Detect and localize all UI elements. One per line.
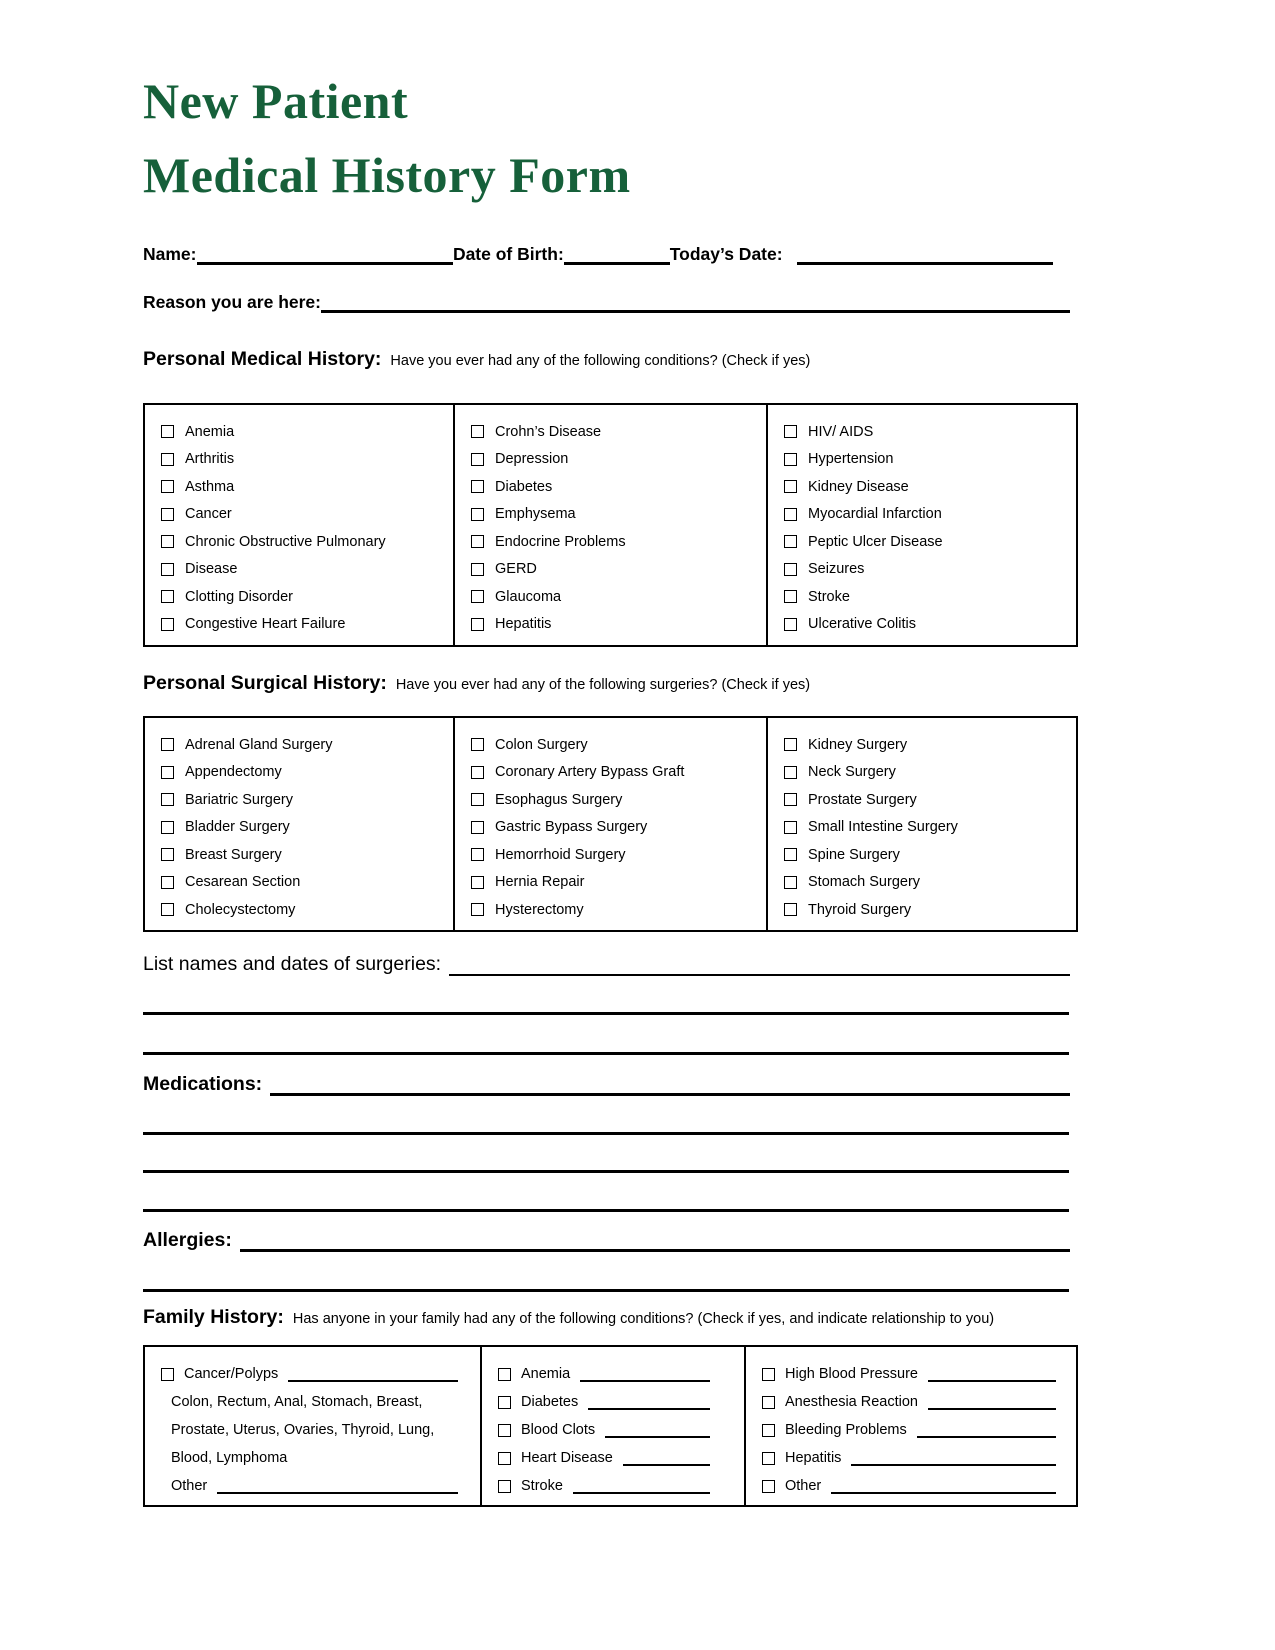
medications-input-line-3[interactable] [143,1170,1069,1173]
family-high-blood-pressure-fill-line[interactable] [928,1370,1056,1382]
medications-input-line-2[interactable] [143,1132,1069,1135]
surgery-label: Hysterectomy [495,901,584,918]
glaucoma-checkbox[interactable] [471,590,484,603]
checkbox-item [784,869,1076,897]
checkbox-item [161,501,453,529]
allergies-row [143,1228,1078,1252]
surgery-label: Kidney Surgery [808,736,908,753]
form-title [143,64,1078,212]
medications-input-line-4[interactable] [143,1209,1069,1212]
checkbox-item [161,731,453,759]
condition-label: Endocrine Problems [495,533,626,550]
checkbox-item [784,786,1076,814]
checkbox-item [498,1416,710,1444]
checkbox-item [784,896,1076,924]
crohns-disease-checkbox[interactable] [471,425,484,438]
condition-label: Hypertension [808,451,894,468]
other-row [161,1472,458,1500]
checkbox-item [784,446,1076,474]
surgery-label: Bariatric Surgery [185,791,293,808]
family-other-label: Other [171,1478,208,1494]
checkbox-item [161,473,453,501]
family-other3-fill-line[interactable] [831,1482,1056,1494]
surgery-label: Spine Surgery [808,846,900,863]
condition-label: Glaucoma [495,588,562,605]
peptic-ulcer-disease-checkbox[interactable] [784,535,797,548]
family-history-column-3 [744,1347,1076,1505]
family-history-column-2 [480,1347,744,1505]
family-condition-label: High Blood Pressure [785,1366,918,1382]
medications-label: Medications: [143,1073,263,1095]
surgery-label: Thyroid Surgery [808,901,912,918]
cancer-types-line-3: Blood, Lymphoma [171,1450,288,1466]
checkbox-item [161,896,453,924]
family-cancer-polyps-checkbox[interactable] [161,1368,174,1381]
cancer-types-line-2: Prostate, Uterus, Ovaries, Thyroid, Lung, [171,1422,435,1438]
myocardial-infarction-checkbox[interactable] [784,508,797,521]
surgery-label: Coronary Artery Bypass Graft [495,764,685,781]
condition-label: Myocardial Infarction [808,506,942,523]
checkbox-item [498,1388,710,1416]
surgeries-input-line-2[interactable] [143,1012,1069,1015]
family-stroke-checkbox[interactable] [498,1480,511,1493]
medications-input-line-1[interactable] [270,1082,1070,1096]
checkbox-item [784,473,1076,501]
family-bleeding-problems-checkbox[interactable] [762,1424,775,1437]
medical-conditions-column-3 [766,405,1076,645]
checkbox-item [471,786,766,814]
fh-heading-label: Family History: [143,1306,284,1328]
family-anesthesia-reaction-fill-line[interactable] [928,1398,1056,1410]
checkbox-item [762,1444,1056,1472]
cabg-checkbox[interactable] [471,766,484,779]
checkbox-item [471,896,766,924]
diabetes-checkbox[interactable] [471,480,484,493]
hiv-aids-checkbox[interactable] [784,425,797,438]
checkbox-item [471,759,766,787]
family-hepatitis-checkbox[interactable] [762,1452,775,1465]
cesarean-section-checkbox[interactable] [161,876,174,889]
family-anemia-checkbox[interactable] [498,1368,511,1381]
checkbox-item [784,814,1076,842]
checkbox-item [161,759,453,787]
family-anesthesia-reaction-checkbox[interactable] [762,1396,775,1409]
pmh-heading-label: Personal Medical History: [143,348,382,370]
prostate-surgery-checkbox[interactable] [784,793,797,806]
family-heart-disease-fill-line[interactable] [623,1454,710,1466]
condition-label: Hepatitis [495,616,552,633]
arthritis-checkbox[interactable] [161,453,174,466]
surgeries-list-label: List names and dates of surgeries: [143,953,442,975]
condition-label: Clotting Disorder [185,588,293,605]
condition-label: Emphysema [495,506,576,523]
small-intestine-surgery-checkbox[interactable] [784,821,797,834]
hysterectomy-checkbox[interactable] [471,903,484,916]
reason-input-line[interactable] [321,299,1070,313]
surgery-label: Gastric Bypass Surgery [495,819,648,836]
surgery-label: Cesarean Section [185,874,301,891]
family-condition-label: Cancer/Polyps [184,1366,279,1382]
family-condition-label: Anemia [521,1366,571,1382]
checkbox-item [161,556,453,584]
checkbox-item [161,1360,458,1388]
condition-label: HIV/ AIDS [808,423,874,440]
checkbox-item [784,611,1076,639]
condition-label: Arthritis [185,451,235,468]
family-heart-disease-checkbox[interactable] [498,1452,511,1465]
checkbox-item [161,611,453,639]
condition-label: Cancer [185,506,232,523]
neck-surgery-checkbox[interactable] [784,766,797,779]
checkbox-item [161,528,453,556]
reason-row [143,291,1078,313]
family-condition-label: Stroke [521,1478,563,1494]
pmh-prompt: Have you ever had any of the following conditions? (Check if yes) [390,353,811,369]
checkbox-item [471,841,766,869]
surgeries-input-line-3[interactable] [143,1052,1069,1055]
family-cancer-polyps-fill-line[interactable] [288,1370,458,1382]
condition-label: Anemia [185,423,235,440]
allergies-input-line-2[interactable] [143,1289,1069,1292]
family-condition-label: Blood Clots [521,1422,596,1438]
kidney-disease-checkbox[interactable] [784,480,797,493]
family-history-table [143,1345,1078,1507]
hypertension-checkbox[interactable] [784,453,797,466]
checkbox-item [498,1472,710,1500]
condition-label: Crohn’s Disease [495,423,602,440]
anemia-checkbox[interactable] [161,425,174,438]
family-condition-label: Diabetes [521,1394,579,1410]
surgery-label: Cholecystectomy [185,901,296,918]
family-other-checkbox[interactable] [762,1480,775,1493]
surgery-label: Breast Surgery [185,846,282,863]
family-condition-label: Other [785,1478,822,1494]
family-bleeding-problems-fill-line[interactable] [917,1426,1056,1438]
bariatric-surgery-checkbox[interactable] [161,793,174,806]
spine-surgery-checkbox[interactable] [784,848,797,861]
checkbox-item [762,1472,1056,1500]
condition-label: Stroke [808,588,850,605]
personal-surgical-history-heading [143,672,1078,695]
depression-checkbox[interactable] [471,453,484,466]
surgery-label: Small Intestine Surgery [808,819,958,836]
family-blood-clots-fill-line[interactable] [605,1426,710,1438]
kidney-surgery-checkbox[interactable] [784,738,797,751]
surgery-label: Prostate Surgery [808,791,917,808]
checkbox-item [471,446,766,474]
seizures-checkbox[interactable] [784,563,797,576]
todays-date-label: Today’s Date: [669,244,783,264]
condition-label: Seizures [808,561,865,578]
checkbox-item [161,418,453,446]
disease-checkbox[interactable] [161,563,174,576]
checkbox-item [784,731,1076,759]
checkbox-item [784,418,1076,446]
emphysema-checkbox[interactable] [471,508,484,521]
checkbox-item [762,1416,1056,1444]
adrenal-gland-surgery-checkbox[interactable] [161,738,174,751]
bladder-surgery-checkbox[interactable] [161,821,174,834]
personal-medical-history-heading [143,348,1078,371]
gerd-checkbox[interactable] [471,563,484,576]
family-blood-clots-checkbox[interactable] [498,1424,511,1437]
esophagus-surgery-checkbox[interactable] [471,793,484,806]
endocrine-problems-checkbox[interactable] [471,535,484,548]
family-other-fill-line[interactable] [217,1482,458,1494]
hepatitis-checkbox[interactable] [471,618,484,631]
checkbox-item [784,759,1076,787]
cholecystectomy-checkbox[interactable] [161,903,174,916]
surgery-label: Appendectomy [185,764,282,781]
checkbox-item [762,1360,1056,1388]
family-history-heading [143,1306,1078,1329]
surgical-history-column-2 [453,718,766,930]
checkbox-item [498,1360,710,1388]
gastric-bypass-surgery-checkbox[interactable] [471,821,484,834]
surgical-history-column-1 [145,718,453,930]
checkbox-item [161,814,453,842]
stomach-surgery-checkbox[interactable] [784,876,797,889]
condition-label: Ulcerative Colitis [808,616,916,633]
checkbox-item [471,611,766,639]
dob-input-line[interactable] [564,251,670,265]
checkbox-item [471,556,766,584]
fh-prompt: Has anyone in your family had any of the following conditions? (Check if yes, and indicate relationship to you) [292,1311,995,1327]
surgeries-list-row [143,952,1078,976]
surgical-history-table [143,716,1078,932]
family-condition-label: Anesthesia Reaction [785,1394,918,1410]
copd-checkbox[interactable] [161,535,174,548]
checkbox-item [471,528,766,556]
appendectomy-checkbox[interactable] [161,766,174,779]
surgery-label: Adrenal Gland Surgery [185,736,333,753]
surgery-label: Stomach Surgery [808,874,921,891]
checkbox-item [161,841,453,869]
thyroid-surgery-checkbox[interactable] [784,903,797,916]
medical-conditions-table [143,403,1078,647]
checkbox-item [471,731,766,759]
family-condition-label: Hepatitis [785,1450,842,1466]
condition-label: Peptic Ulcer Disease [808,533,943,550]
condition-label: GERD [495,561,537,578]
todays-date-input-line[interactable] [797,251,1053,265]
surgery-label: Colon Surgery [495,736,588,753]
checkbox-item [471,814,766,842]
checkbox-item [471,501,766,529]
surgical-history-column-3 [766,718,1076,930]
cancer-checkbox[interactable] [161,508,174,521]
family-high-blood-pressure-checkbox[interactable] [762,1368,775,1381]
checkbox-item [471,473,766,501]
medical-conditions-column-1 [145,405,453,645]
ulcerative-colitis-checkbox[interactable] [784,618,797,631]
surgery-label: Hernia Repair [495,874,585,891]
checkbox-item [784,841,1076,869]
checkbox-item [161,869,453,897]
family-anemia-fill-line[interactable] [580,1370,710,1382]
surgery-label: Neck Surgery [808,764,896,781]
condition-label: Asthma [185,478,235,495]
condition-label: Kidney Disease [808,478,909,495]
condition-label: Diabetes [495,478,553,495]
checkbox-item [784,583,1076,611]
condition-label: Disease [185,561,238,578]
psh-prompt: Have you ever had any of the following surgeries? (Check if yes) [395,677,811,693]
medical-conditions-column-2 [453,405,766,645]
surgeries-input-line-1[interactable] [449,962,1070,976]
dob-label: Date of Birth: [452,244,564,264]
cancer-types-line-1: Colon, Rectum, Anal, Stomach, Breast, [171,1394,423,1410]
stroke-checkbox[interactable] [784,590,797,603]
checkbox-item [161,446,453,474]
checkbox-item [471,583,766,611]
family-diabetes-checkbox[interactable] [498,1396,511,1409]
checkbox-item [784,556,1076,584]
family-history-column-1 [145,1347,480,1505]
medications-row [143,1072,1078,1096]
checkbox-item [498,1444,710,1472]
family-condition-label: Heart Disease [521,1450,613,1466]
name-label: Name: [143,244,197,264]
form-title-line1: New Patient [143,73,409,129]
condition-label: Chronic Obstructive Pulmonary [185,533,386,550]
condition-label: Depression [495,451,569,468]
checkbox-item [161,786,453,814]
family-stroke-fill-line[interactable] [573,1482,710,1494]
checkbox-item [471,418,766,446]
surgery-label: Hemorrhoid Surgery [495,846,626,863]
medical-history-form-page [143,0,1078,1650]
checkbox-item [161,583,453,611]
clotting-disorder-checkbox[interactable] [161,590,174,603]
checkbox-item [784,528,1076,556]
form-title-line2: Medical History Form [143,147,631,203]
surgery-label: Esophagus Surgery [495,791,623,808]
hemorrhoid-surgery-checkbox[interactable] [471,848,484,861]
colon-surgery-checkbox[interactable] [471,738,484,751]
checkbox-item [471,869,766,897]
allergies-label: Allergies: [143,1229,232,1251]
name-input-line[interactable] [197,251,453,265]
hernia-repair-checkbox[interactable] [471,876,484,889]
name-dob-date-row [143,243,1078,265]
checkbox-item [784,501,1076,529]
checkbox-item [762,1388,1056,1416]
psh-heading-label: Personal Surgical History: [143,672,387,694]
family-hepatitis-fill-line[interactable] [851,1454,1056,1466]
condition-label: Congestive Heart Failure [185,616,346,633]
asthma-checkbox[interactable] [161,480,174,493]
family-diabetes-fill-line[interactable] [588,1398,710,1410]
allergies-input-line-1[interactable] [240,1238,1070,1252]
family-condition-label: Bleeding Problems [785,1422,907,1438]
surgery-label: Bladder Surgery [185,819,290,836]
congestive-heart-failure-checkbox[interactable] [161,618,174,631]
reason-label: Reason you are here: [143,292,321,312]
breast-surgery-checkbox[interactable] [161,848,174,861]
